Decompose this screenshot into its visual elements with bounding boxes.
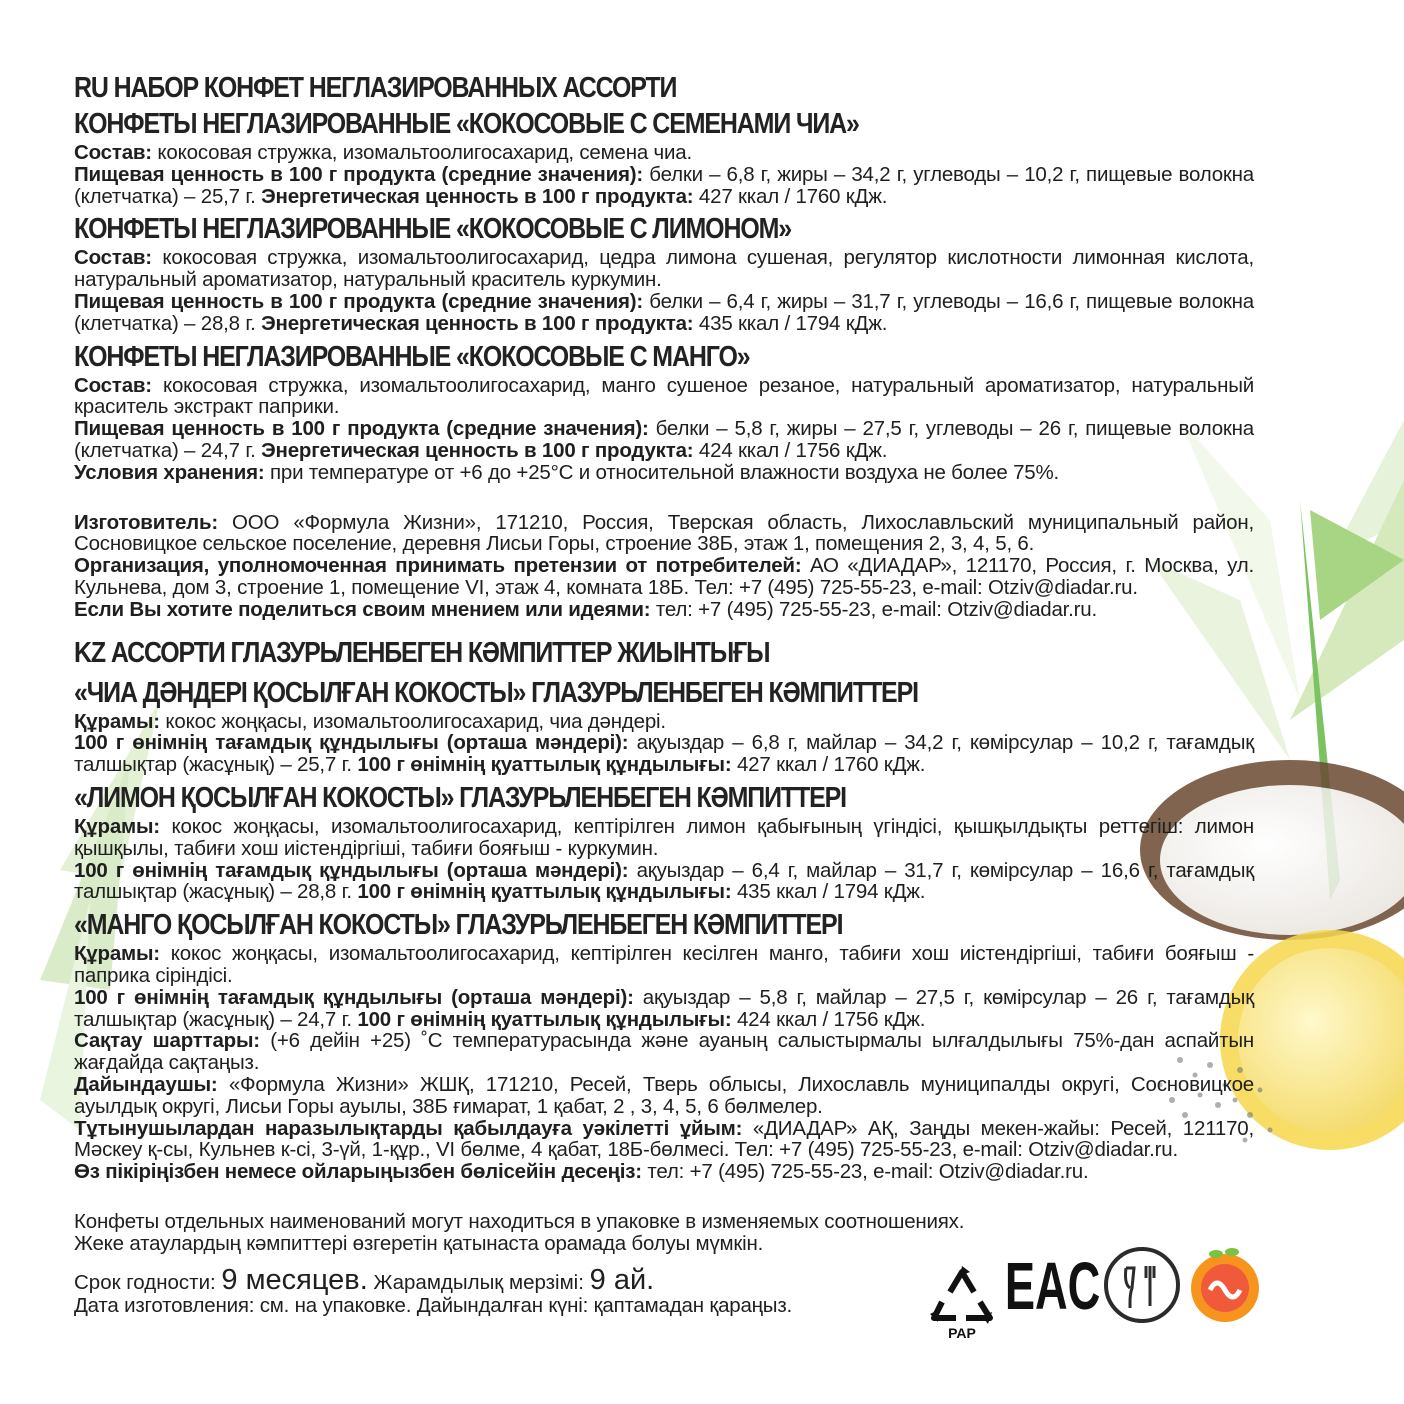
eac-icon: EAC bbox=[1004, 1249, 1101, 1325]
ru-manufacturer: Изготовитель: ООО «Формула Жизни», 171210, Россия, Тверская область, Лихославльский муниципальный район, Сосновицкое сельское поселение, деревня Лисьи Горы, строение 38Б, этаж 1, помещения 2, 3, 4, 5, 6. bbox=[74, 510, 1254, 556]
ru-storage: Условия хранения: при температуре от +6 до +25°С и относительной влажности воздуха не более 75%. bbox=[74, 460, 1060, 484]
certification-icons bbox=[920, 1240, 1280, 1340]
kz-nutrition: 100 г өнімнің тағамдық құндылығы (орташа мәндері): ақуыздар – 5,8 г, майлар – 27,5 г, көмірсулар – 26 г, тағамдық талшықтар (жасұнық) – 24,7 г. 100 г өнімнің қуаттылық құндылығы: 424 ккал / 1756 кДж. bbox=[74, 985, 1254, 1031]
kz-title: KZ АССОРТИ ГЛАЗУРЬЛЕНБЕГЕН КӘМПИТТЕР ЖИЫНТЫҒЫ bbox=[74, 636, 770, 669]
ru-composition: Состав: кокосовая стружка, изомальтоолигосахарид, манго сушеное резаное, натуральный ароматизатор, натуральный краситель экстракт паприки. bbox=[74, 373, 1254, 419]
kz-nutrition: 100 г өнімнің тағамдық құндылығы (орташа мәндері): ақуыздар – 6,8 г, майлар – 34,2 г, көмірсулар – 10,2 г, тағамдық талшықтар (жасұнық) – 25,7 г. 100 г өнімнің қуаттылық құндылығы: 427 ккал / 1760 кДж. bbox=[74, 731, 1254, 777]
kz-storage: Сақтау шарттары: (+6 дейін +25) ˚С температурасында және ауаның салыстырмалы ылғалдылығы 75%-дан аспайтын жағдайда сақтаңыз. bbox=[74, 1029, 1254, 1075]
ru-composition: Состав: кокосовая стружка, изомальтоолигосахарид, цедра лимона сушеная, регулятор кислотности лимонная кислота, натуральный ароматизатор, натуральный краситель куркумин. bbox=[74, 246, 1254, 292]
kz-composition: Құрамы: кокос жоңқасы, изомальтоолигосахарид, кептірілген кесілген манго, табиғи хош иістендіргіші, табиғи бояғыш - паприка сіріндісі. bbox=[74, 942, 1254, 987]
manufacture-date: Дата изготовления: см. на упаковке. Дайындалған күні: қаптамадан қараңыз. bbox=[74, 1294, 793, 1318]
ru-claims: Организация, уполномоченная принимать претензии от потребителей: АО «ДИАДАР», 121170, Россия, г. Москва, ул. Кульнева, дом 3, строение 1, помещение VI, этаж 4, комната 18Б. Тел: +7 (495) 725-55-23, e-mail: Otziv@diadar.ru. bbox=[74, 554, 1254, 599]
kz-composition: Құрамы: кокос жоңқасы, изомальтоолигосахарид, чиа дәндері. bbox=[74, 709, 666, 733]
recycle-label: PAP bbox=[948, 1325, 976, 1340]
kz-nutrition: 100 г өнімнің тағамдық құндылығы (орташа мәндері): ақуыздар – 6,4 г, майлар – 31,7 г, көмірсулар – 16,6 г, тағамдық талшықтар (жасұнық) – 28,8 г. 100 г өнімнің қуаттылық құндылығы: 435 ккал / 1794 кДж. bbox=[74, 858, 1254, 904]
food-grade-icon bbox=[1106, 1249, 1178, 1321]
ru-composition: Состав: кокосовая стружка, изомальтоолигосахарид, семена чиа. bbox=[74, 141, 692, 164]
ru-nutrition: Пищевая ценность в 100 г продукта (средние значения): белки – 6,8 г, жиры – 34,2 г, углеводы – 10,2 г, пищевые волокна (клетчатка) – 25,7 г. Энергетическая ценность в 100 г продукта: 427 ккал / 1760 кДж. bbox=[74, 162, 1255, 208]
label-text bbox=[74, 70, 1254, 1317]
ru-nutrition: Пищевая ценность в 100 г продукта (средние значения): белки – 6,4 г, жиры – 31,7 г, углеводы – 16,6 г, пищевые волокна (клетчатка) – 28,8 г. Энергетическая ценность в 100 г продукта: 435 ккал / 1794 кДж. bbox=[74, 289, 1255, 335]
kz-product-heading: «ЛИМОН ҚОСЫЛҒАН КОКОСТЫ» ГЛАЗУРЬЛЕНБЕГЕН КӘМПИТТЕРІ bbox=[74, 781, 846, 814]
ru-feedback: Если Вы хотите поделиться своим мнением или идеями: тел: +7 (495) 725-55-23, e-mail: Otziv@diadar.ru. bbox=[74, 597, 1097, 621]
kz-composition: Құрамы: кокос жоңқасы, изомальтоолигосахарид, кептірілген лимон қабығының үгіндісі, қышқылдықты реттегіш: лимон қышқылы, табиғи хош иістендіргіші, табиғи бояғыш - куркумин. bbox=[74, 814, 1254, 860]
kz-claims: Тұтынушылардан наразылықтарды қабылдауға уәкілетті ұйым: «ДИАДАР» АҚ, Заңды мекен-жайы: Ресей, 121170, Мәскеу қ-сы, Кульнев к-сі, 3-үй, 1-құр., VI бөлме, 4 қабат, 18Б-бөлмесі. Тел: +7 (495) 725-55-23, e-mail: Otziv@diadar.ru. bbox=[74, 1116, 1254, 1162]
ru-product-heading: КОНФЕТЫ НЕГЛАЗИРОВАННЫЕ «КОКОСОВЫЕ С СЕМЕНАМИ ЧИА» bbox=[74, 108, 859, 140]
ru-product-heading: КОНФЕТЫ НЕГЛАЗИРОВАННЫЕ «КОКОСОВЫЕ С МАНГО» bbox=[74, 340, 750, 373]
kz-feedback: Өз пікіріңізбен немесе ойларыңызбен бөлісейін десеңіз: тел: +7 (495) 725-55-23, e-mail: Otziv@diadar.ru. bbox=[74, 1160, 1089, 1184]
mix-note-ru: Конфеты отдельных наименований могут находиться в упаковке в изменяемых соотношениях. bbox=[74, 1209, 965, 1233]
recycle-icon bbox=[930, 1266, 992, 1324]
ru-nutrition: Пищевая ценность в 100 г продукта (средние значения): белки – 5,8 г, жиры – 27,5 г, углеводы – 26 г, пищевые волокна (клетчатка) – 24,7 г. Энергетическая ценность в 100 г продукта: 424 ккал / 1756 кДж. bbox=[74, 417, 1254, 462]
mix-note-kz: Жеке атаулардың кәмпиттері өзгеретін қатынаста орамада болуы мүмкін. bbox=[74, 1231, 764, 1255]
ru-title: RU НАБОР КОНФЕТ НЕГЛАЗИРОВАННЫХ АССОРТИ bbox=[74, 72, 677, 104]
kz-product-heading: «МАНГО ҚОСЫЛҒАН КОКОСТЫ» ГЛАЗУРЬЛЕНБЕГЕН КӘМПИТТЕРІ bbox=[74, 909, 843, 942]
kz-manufacturer: Дайындаушы: «Формула Жизни» ЖШҚ, 171210, Ресей, Тверь облысы, Лихославль муниципалды округі, Сосновицкое ауылдық округі, Лисьи Горы ауылы, 38Б ғимарат, 1 қабат, 2 , 3, 4, 5, 6 бөлмелер. bbox=[74, 1072, 1254, 1118]
kz-product-heading: «ЧИА ДӘНДЕРІ ҚОСЫЛҒАН КОКОСТЫ» ГЛАЗУРЬЛЕНБЕГЕН КӘМПИТТЕРІ bbox=[74, 676, 918, 709]
shelf-life: Срок годности: 9 месяцев. Жарамдылық мерзімі: 9 ай. bbox=[74, 1264, 655, 1297]
ru-product-heading: КОНФЕТЫ НЕГЛАЗИРОВАННЫЕ «КОКОСОВЫЕ С ЛИМОНОМ» bbox=[74, 213, 792, 246]
brand-logo-icon bbox=[1191, 1248, 1259, 1322]
